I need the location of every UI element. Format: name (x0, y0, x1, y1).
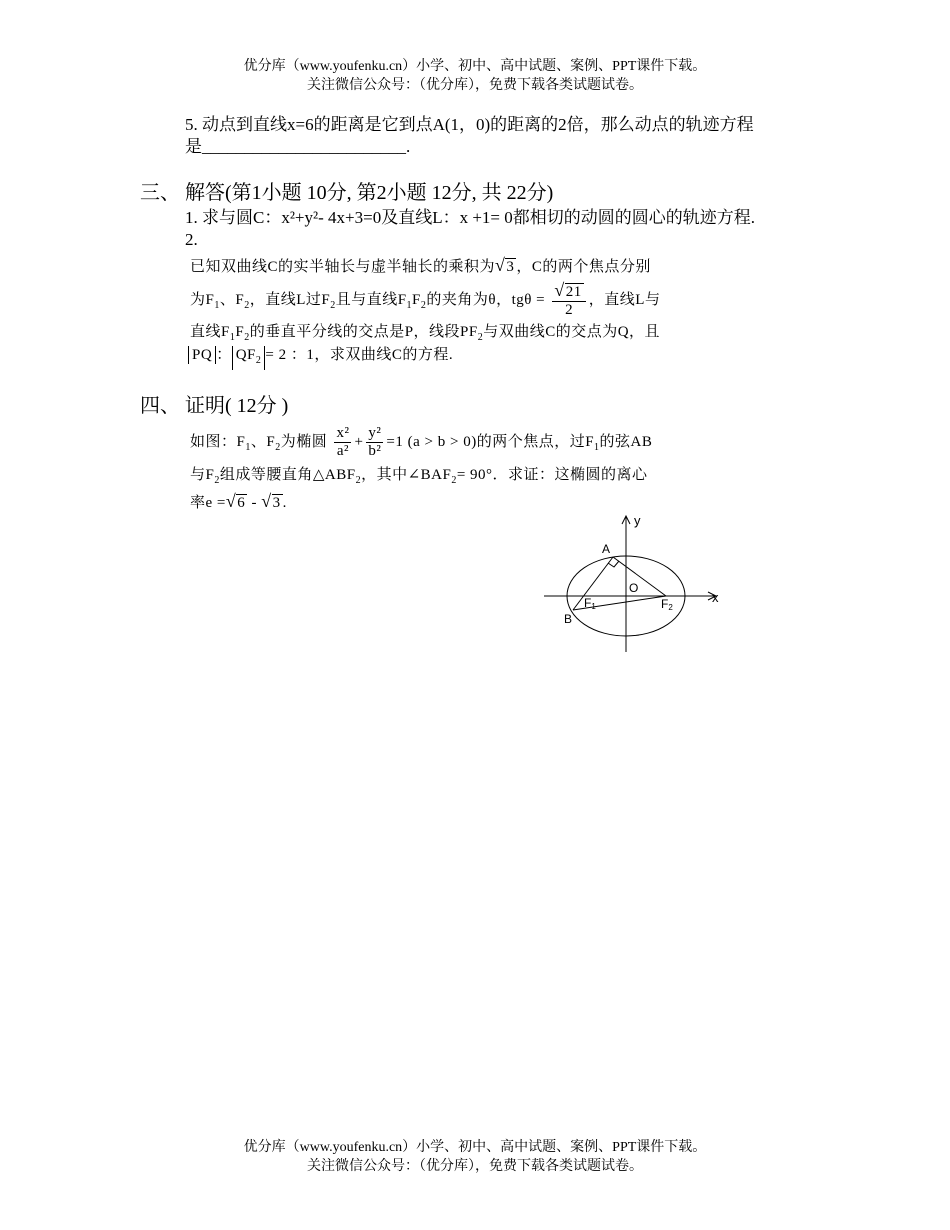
point-a-label: A (602, 542, 611, 556)
footer-line-1: 优分库（www.youfenku.cn）小学、初中、高中试题、案例、PPT课件下载。 (243, 1140, 707, 1155)
proof-line-1: 如图：$F_1$、$F_2$为椭圆 $\frac{\text{x²}}{\text{a²}}$ + $\frac{\text{y²}}{\text{b²}}$ =1 (a > b > 0)的两个焦点，过$F_1$的弦AB (190, 425, 653, 460)
abs-pq: PQ (188, 346, 216, 364)
header-line-1: 优分库（www.youfenku.cn）小学、初中、高中试题、案例、PPT课件下载。 (243, 59, 707, 74)
proof-line-3: 率e =√6 - √3 . (190, 491, 287, 511)
question-5-line-2: 是________________________. (185, 137, 411, 156)
question-5-line-1: 5. 动点到直线x=6的距离是它到点A(1，0)的距离的2倍，那么动点的轨迹方程 (185, 115, 754, 134)
point-b-label: B (564, 612, 573, 626)
abs-qf2: $QF_2$ (232, 346, 266, 370)
question-2-line-4: PQ ： $QF_2 = 2$ ：1，求双曲线C的方程. (188, 344, 453, 370)
sqrt-6: 6 (237, 495, 246, 511)
x-axis-label: x (712, 590, 719, 605)
section-3-question-1: 1. 求与圆C：x²+y²- 4x+3=0及直线L：x +1= 0都相切的动圆的圆心的轨迹方程. (185, 208, 756, 227)
focus-f2-label: F2 (661, 597, 673, 612)
question-5 (185, 114, 754, 158)
tan-fraction: $\frac{√21}{2}$ (552, 282, 585, 319)
sqrt-3: 3 (506, 259, 515, 275)
question-2-line-2: 为$F_1$、$F_2$，直线L过$F_2$且与直线$F_1F_2$的夹角为θ，tgθ = $\frac{√21}{2}$ ，直线L与 (190, 280, 661, 319)
y-axis-label: y (634, 513, 641, 528)
header-line-2: 关注微信公众号：（优分库），免费下载各类试题试卷。 (307, 78, 643, 93)
focus-f1-label: F1 (584, 596, 596, 611)
proof-line-2: 与$F_2$组成等腰直角$\triangle ABF_2$，其中$\angle BAF_2= 90^\circ$．求证：这椭圆的离心 (190, 467, 648, 486)
origin-label: O (629, 581, 639, 595)
ellipse-figure (540, 510, 730, 660)
section-3-title: 三、 解答(第1小题 10分, 第2小题 12分, 共 22分) (140, 182, 554, 204)
question-2-line-3: 直线$F_1F_2$的垂直平分线的交点是P，线段$PF_2$与双曲线C的交点为Q，且 (190, 324, 661, 343)
page-header (0, 57, 950, 95)
section-3-question-2-number: 2. (185, 230, 198, 249)
ellipse-fraction-y: $\frac{\text{y²}}{\text{b²}}$ (368, 425, 382, 460)
sqrt-3: 3 (272, 495, 281, 511)
ellipse-fraction-x: $\frac{\text{x²}}{\text{a²}}$ (336, 425, 350, 460)
page-footer (0, 1138, 950, 1176)
footer-line-2: 关注微信公众号：（优分库），免费下载各类试题试卷。 (307, 1159, 643, 1174)
section-4-title: 四、 证明( 12分 ) (140, 395, 289, 417)
radical-sign: √ (495, 255, 506, 275)
question-2-line-1: 已知双曲线C的实半轴长与虚半轴长的乘积为√3 ，C的两个焦点分别 (190, 255, 651, 275)
